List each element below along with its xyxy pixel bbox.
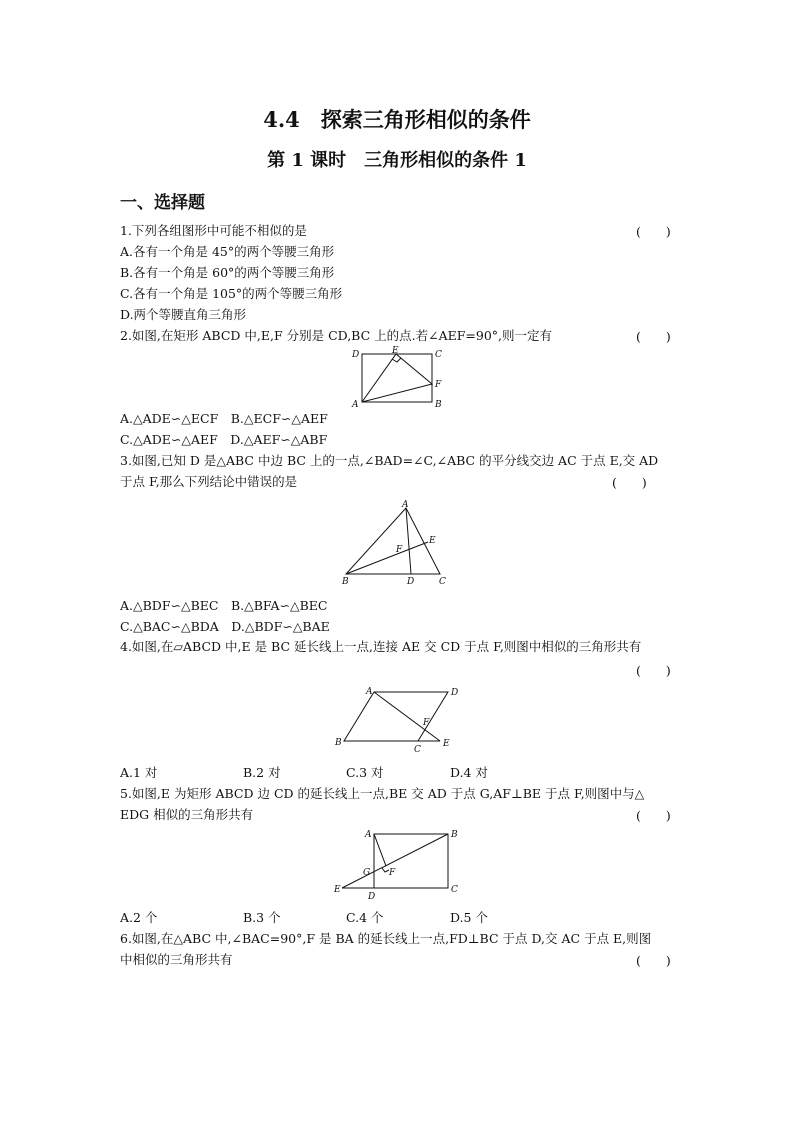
- q2-answer-paren: ( ): [636, 329, 671, 344]
- q5-label-e: E: [334, 885, 341, 895]
- q4-label-c: C: [414, 745, 421, 753]
- q2-label-d: D: [352, 350, 360, 360]
- q3-label-a: A: [402, 500, 409, 510]
- q4-stem: 4.如图,在▱ABCD 中,E 是 BC 延长线上一点,连接 AE 交 CD 于点 F,则图中相似的三角形共有: [120, 639, 642, 654]
- q1-option-a: A.各有一个角是 45°的两个等腰三角形: [120, 244, 335, 259]
- q3-label-d: D: [407, 577, 415, 587]
- q4-label-d: D: [451, 688, 459, 698]
- q5-option-a: A.2 个: [120, 910, 158, 925]
- q6-answer-paren: ( ): [636, 953, 671, 968]
- section-heading: 一、选择题: [120, 193, 205, 213]
- q3-options-cd: C.△BAC∽△BDA D.△BDF∽△BAE: [120, 619, 330, 634]
- q2-rectangle-figure: [340, 344, 460, 410]
- q4-option-d: D.4 对: [450, 765, 488, 780]
- q5-option-d: D.5 个: [450, 910, 488, 925]
- q2-label-f: F: [435, 380, 442, 390]
- q4-answer-paren: ( ): [636, 663, 671, 678]
- q2-label-e: E: [392, 346, 399, 356]
- q5-label-g: G: [363, 868, 371, 878]
- q2-label-c: C: [435, 350, 442, 360]
- q3-options-ab: A.△BDF∽△BEC B.△BFA∽△BEC: [120, 598, 328, 613]
- q3-stem-line2: 于点 F,那么下列结论中错误的是: [120, 474, 298, 489]
- q4-option-c: C.3 对: [346, 765, 384, 780]
- q5-stem-line1: 5.如图,E 为矩形 ABCD 边 CD 的延长线上一点,BE 交 AD 于点 G,AF⊥BE 于点 F,则图中与△: [120, 786, 645, 801]
- q5-label-f: F: [389, 868, 396, 878]
- q4-parallelogram-figure: [330, 683, 462, 753]
- q4-label-a: A: [366, 687, 373, 697]
- q4-option-b: B.2 对: [243, 765, 281, 780]
- q2-stem: 2.如图,在矩形 ABCD 中,E,F 分别是 CD,BC 上的点.若∠AEF=90°,则一定有: [120, 328, 553, 343]
- q5-label-d: D: [368, 892, 376, 902]
- q5-option-b: B.3 个: [243, 910, 281, 925]
- q5-option-c: C.4 个: [346, 910, 384, 925]
- q3-triangle-figure: [336, 498, 460, 590]
- q3-label-c: C: [439, 577, 446, 587]
- q1-stem: 1.下列各组图形中可能不相似的是: [120, 223, 307, 238]
- q1-option-b: B.各有一个角是 60°的两个等腰三角形: [120, 265, 335, 280]
- q4-option-a: A.1 对: [120, 765, 158, 780]
- q6-stem-line1: 6.如图,在△ABC 中,∠BAC=90°,F 是 BA 的延长线上一点,FD⊥BC 于点 D,交 AC 于点 E,则图: [120, 931, 652, 946]
- q3-label-e: E: [429, 536, 436, 546]
- page-subtitle: 第 1 课时 三角形相似的条件 1: [267, 150, 527, 171]
- q1-answer-paren: ( ): [636, 224, 671, 239]
- q2-options-cd: C.△ADE∽△AEF D.△AEF∽△ABF: [120, 432, 328, 447]
- q4-label-f: F: [423, 718, 430, 728]
- q2-label-a: A: [352, 400, 359, 410]
- q5-rectangle-figure: [330, 826, 462, 902]
- q5-stem-line2: EDG 相似的三角形共有: [120, 807, 254, 822]
- q3-label-b: B: [342, 577, 349, 587]
- q1-option-d: D.两个等腰直角三角形: [120, 307, 247, 322]
- q5-label-a: A: [365, 830, 372, 840]
- q3-label-f: F: [396, 545, 403, 555]
- q6-stem-line2: 中相似的三角形共有: [120, 952, 233, 967]
- page-title: 4.4 探索三角形相似的条件: [263, 107, 531, 132]
- q3-answer-paren: ( ): [612, 475, 647, 490]
- q5-label-b: B: [451, 830, 458, 840]
- q4-label-b: B: [335, 738, 342, 748]
- q3-stem-line1: 3.如图,已知 D 是△ABC 中边 BC 上的一点,∠BAD=∠C,∠ABC 的平分线交边 AC 于点 E,交 AD: [120, 453, 659, 468]
- q5-label-c: C: [451, 885, 458, 895]
- q2-options-ab: A.△ADE∽△ECF B.△ECF∽△AEF: [120, 411, 328, 426]
- q4-label-e: E: [443, 739, 450, 749]
- q1-option-c: C.各有一个角是 105°的两个等腰三角形: [120, 286, 343, 301]
- q5-answer-paren: ( ): [636, 808, 671, 823]
- q2-label-b: B: [435, 400, 442, 410]
